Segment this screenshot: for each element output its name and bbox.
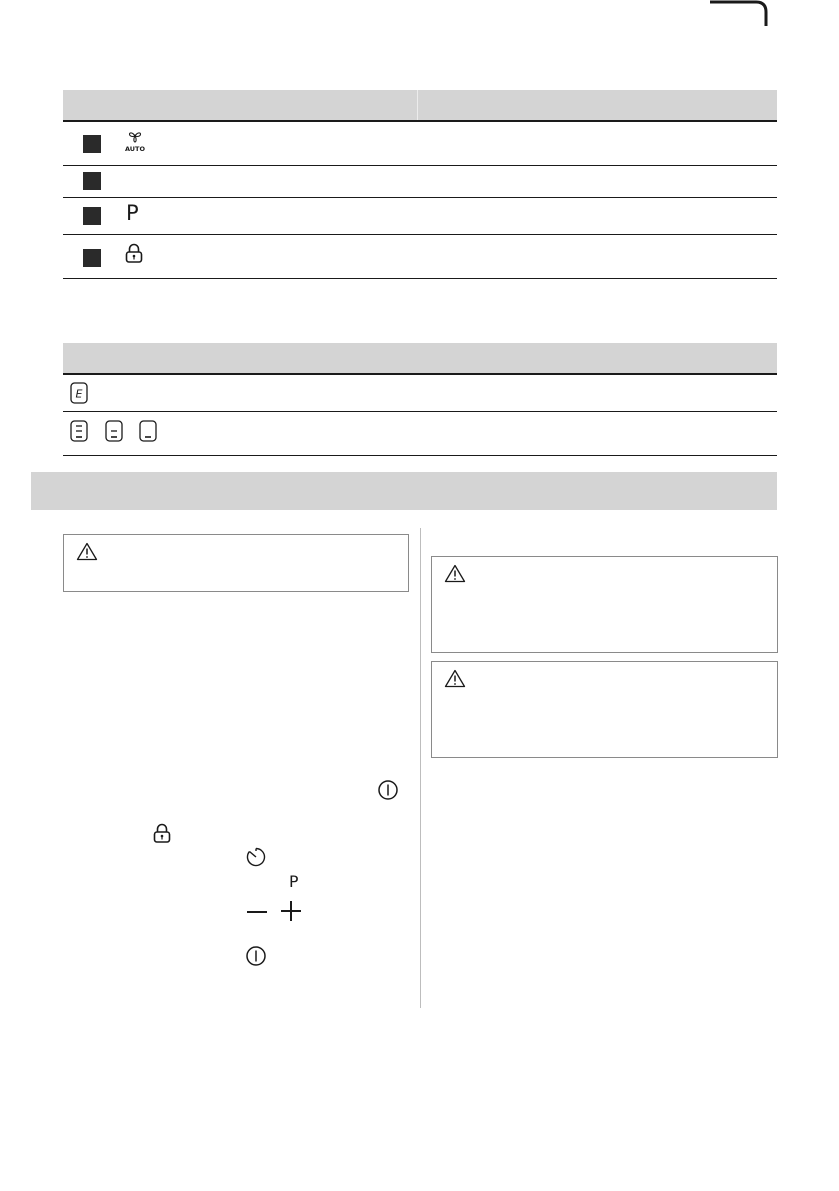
- fan-auto-icon: [123, 130, 147, 152]
- power-icon: [245, 945, 267, 967]
- program-icon: P: [126, 201, 139, 225]
- row-separator: [63, 234, 777, 235]
- program-p-indicator: P: [289, 872, 299, 891]
- svg-text:AUTO: AUTO: [124, 145, 146, 152]
- row-separator: [63, 411, 777, 412]
- warning-box: [63, 534, 409, 592]
- warning-icon: [76, 542, 98, 561]
- header-divider: [417, 90, 418, 120]
- residual-heat-icon: [70, 420, 160, 442]
- indicator-square: [83, 207, 101, 225]
- row-separator: [63, 197, 777, 198]
- section-heading-band: [31, 472, 777, 510]
- display-table: [63, 343, 777, 458]
- row-separator: [63, 165, 777, 166]
- column-divider: [420, 528, 421, 1008]
- indicator-square: [83, 249, 101, 267]
- indicator-table: [63, 90, 777, 280]
- warning-icon: [444, 564, 466, 583]
- timer-icon: [245, 846, 267, 868]
- lock-icon: [125, 243, 143, 263]
- indicator-square: [83, 135, 101, 153]
- minus-icon: [245, 901, 269, 923]
- power-icon: [377, 779, 399, 801]
- corner-crop-mark: [708, 0, 768, 26]
- error-e-icon: [70, 382, 88, 404]
- lock-icon: [153, 823, 171, 843]
- warning-box: [431, 556, 778, 653]
- warning-icon: [444, 669, 466, 688]
- indicator-square: [83, 172, 101, 190]
- row-separator: [63, 455, 777, 456]
- table-header: [63, 343, 777, 375]
- table-header: [63, 90, 777, 122]
- svg-text:E: E: [75, 387, 83, 401]
- warning-box: [431, 661, 778, 758]
- plus-icon: [279, 899, 303, 923]
- row-separator: [63, 278, 777, 279]
